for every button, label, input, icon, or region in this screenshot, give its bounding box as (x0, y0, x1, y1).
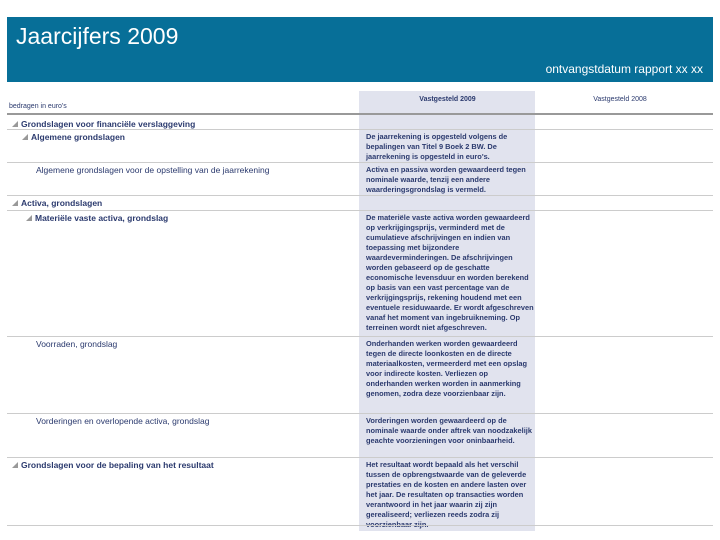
row-divider (7, 525, 713, 526)
row-label (36, 165, 269, 175)
row-divider (7, 413, 713, 414)
row-divider (7, 457, 713, 458)
header-banner (7, 17, 713, 82)
expand-triangle-icon[interactable] (22, 134, 28, 140)
unit-label: bedragen in euro's (9, 103, 67, 110)
row-divider (7, 210, 713, 211)
row-divider (7, 195, 713, 196)
expand-triangle-icon[interactable] (12, 462, 18, 468)
row-label-text: Grondslagen voor de bepaling van het resultaat (21, 460, 214, 470)
row-label-text: Vorderingen en overlopende activa, grondslag (36, 416, 210, 426)
header-divider (7, 113, 713, 115)
expand-triangle-icon[interactable] (12, 121, 18, 127)
row-value-2009: Onderhanden werken worden gewaardeerd tegen de directe loonkosten en de directe materiaalkosten, vermeerderd met een opslag voor indirecte kosten. Verliezen op onderhanden werken worden in aanmerking genomen, zodra deze voorzienbaar zijn. (366, 339, 528, 398)
row-label[interactable] (22, 132, 125, 142)
row-label-text: Algemene grondslagen (31, 132, 125, 142)
column-header-2009: Vastgesteld 2009 (419, 96, 476, 103)
row-value-2009: De materiële vaste activa worden gewaardeerd op verkrijgingsprijs, verminderd met de cumulatieve afschrijvingen en indien van toepassing met bijzondere waardeverminderingen. De afschrijvingen worden gebaseerd op de geschatte economische levensduur en worden berekend op basis van een vast percentage van de verkrijgingsprijs, rekening houdend met een eventuele residuwaarde. Er wordt afgeschreven vanaf het moment van ingebruikneming. Op terreinen wordt niet afgeschreven. (366, 213, 534, 332)
row-label (36, 416, 209, 426)
row-label-text: Activa, grondslagen (21, 198, 103, 208)
row-label (36, 339, 117, 349)
row-label-text: Grondslagen voor financiële verslaggeving (21, 119, 196, 129)
page-title: Jaarcijfers 2009 (16, 23, 179, 49)
expand-triangle-icon[interactable] (12, 200, 18, 206)
row-label[interactable] (26, 213, 168, 223)
row-value-2009: Het resultaat wordt bepaald als het verschil tussen de opbrengstwaarde van de geleverde prestaties en de kosten en andere lasten over het jaar. De resultaten op transacties worden verantwoord in het jaar waarin zij zijn gerealiseerd; verliezen reeds zodra zij (366, 460, 527, 519)
row-value-2009: De jaarrekening is opgesteld volgens de bepalingen van Titel 9 Boek 2 BW. De jaarrekening is opgesteld in euro's. (366, 132, 508, 161)
row-divider (7, 336, 713, 337)
expand-triangle-icon[interactable] (26, 215, 32, 221)
column-header-2008: Vastgesteld 2008 (593, 96, 647, 103)
row-label-text: Materiële vaste activa, grondslag (35, 213, 169, 223)
row-divider (7, 129, 713, 130)
row-divider (7, 162, 713, 163)
row-label[interactable] (12, 198, 102, 208)
row-value-2009: Activa en passiva worden gewaardeerd tegen nominale waarde, tenzij een andere waarderingsgrondslag is vermeld. (366, 165, 526, 194)
row-label[interactable] (12, 460, 214, 470)
row-value-2009: Vorderingen worden gewaardeerd op de nominale waarde onder aftrek van noodzakelijk geachte voorzieningen voor oninbaarheid. (366, 416, 532, 445)
report-date: ontvangstdatum rapport xx xx (545, 62, 703, 76)
row-label-text: Voorraden, grondslag (36, 339, 118, 349)
row-label[interactable] (12, 119, 195, 129)
row-label-text: Algemene grondslagen voor de opstelling van de jaarrekening (36, 165, 270, 175)
